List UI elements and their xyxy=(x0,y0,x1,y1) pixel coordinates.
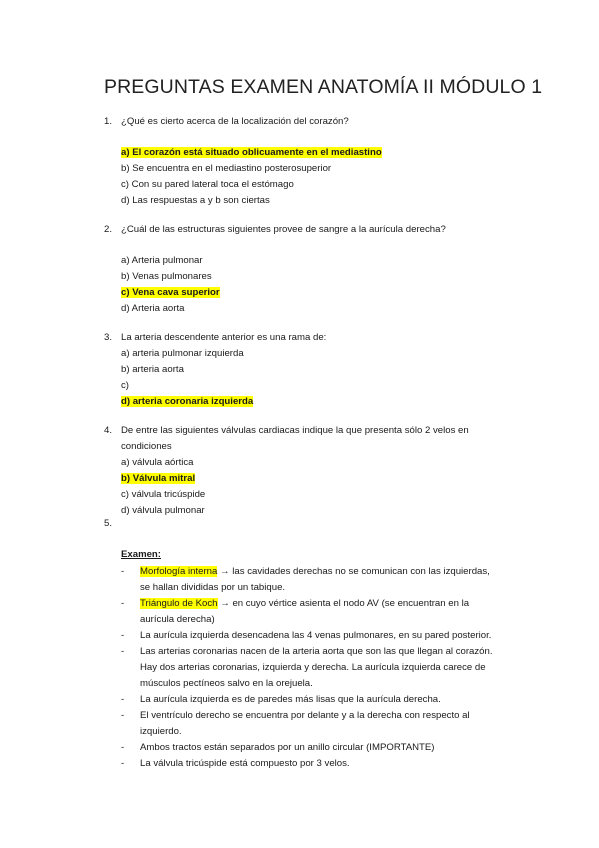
note-text: músculos pectíneos salvo en la orejuela. xyxy=(140,678,313,689)
note-text: izquierdo. xyxy=(140,726,182,737)
note-text: El ventrículo derecho se encuentra por delante y a la derecha con respecto al xyxy=(140,710,470,721)
document-title: PREGUNTAS EXAMEN ANATOMÍA II MÓDULO 1 xyxy=(104,76,543,98)
question-text: ¿Cuál de las estructuras siguientes provee de sangre a la aurícula derecha? xyxy=(121,224,446,235)
note-text: La aurícula izquierda es de paredes más lisas que la aurícula derecha. xyxy=(140,694,441,705)
option-correct: c) Vena cava superior xyxy=(121,287,220,298)
question-4-options xyxy=(121,455,521,519)
option: d) Arteria aorta xyxy=(121,303,185,314)
question-text-line-1: De entre las siguientes válvulas cardiacas indique la que presenta sólo 2 velos en xyxy=(121,425,469,436)
exam-heading: Examen: xyxy=(121,549,161,560)
note-text: Ambos tractos están separados por un anillo circular (IMPORTANTE) xyxy=(140,742,435,753)
question-text: La arteria descendente anterior es una rama de: xyxy=(121,332,327,343)
bullet-dash: - xyxy=(121,758,125,769)
option: a) Arteria pulmonar xyxy=(121,255,203,266)
question-number: 2. xyxy=(104,224,113,235)
note-text: Hay dos arterias coronarias, izquierda y derecha. La aurícula izquierda carece de xyxy=(140,662,486,673)
option: c) Con su pared lateral toca el estómago xyxy=(121,179,294,190)
option-correct: b) Válvula mitral xyxy=(121,473,196,484)
list-item xyxy=(121,692,521,708)
list-item xyxy=(121,644,521,692)
bullet-dash: - xyxy=(121,630,125,641)
bullet-dash: - xyxy=(121,598,125,609)
note-text: aurícula derecha) xyxy=(140,614,215,625)
highlighted-term: Morfología interna xyxy=(140,566,218,577)
option: a) válvula aórtica xyxy=(121,457,194,468)
bullet-dash: - xyxy=(121,742,125,753)
list-item xyxy=(121,596,521,628)
bullet-dash: - xyxy=(121,710,125,721)
note-text: en cuyo vértice asienta el nodo AV (se encuentran en la xyxy=(229,598,470,609)
question-number: 1. xyxy=(104,116,113,127)
highlighted-term: Triángulo de Koch xyxy=(140,598,218,609)
bullet-dash: - xyxy=(121,694,125,705)
question-1 xyxy=(104,114,524,130)
question-4 xyxy=(104,423,524,455)
option: c) xyxy=(121,380,129,391)
bullet-dash: - xyxy=(121,566,125,577)
option: c) válvula tricúspide xyxy=(121,489,206,500)
question-3 xyxy=(104,330,524,346)
list-item xyxy=(121,756,521,772)
arrow-right-icon: → xyxy=(220,598,230,609)
bullet-dash: - xyxy=(121,646,125,657)
option-correct: d) arteria coronaria izquierda xyxy=(121,396,254,407)
note-text: las cavidades derechas no se comunican con las izquierdas, xyxy=(229,566,490,577)
question-2-options xyxy=(121,253,521,317)
option: a) arteria pulmonar izquierda xyxy=(121,348,244,359)
option: b) Venas pulmonares xyxy=(121,271,212,282)
note-text: La aurícula izquierda desencadena las 4 venas pulmonares, en su pared posterior. xyxy=(140,630,492,641)
list-item xyxy=(121,628,521,644)
note-text: La válvula tricúspide está compuesto por 3 velos. xyxy=(140,758,350,769)
question-2 xyxy=(104,222,524,238)
question-3-options xyxy=(121,346,521,410)
question-number: 5. xyxy=(104,518,113,529)
question-1-options xyxy=(121,145,521,209)
exam-notes-list xyxy=(121,564,521,772)
list-item xyxy=(121,740,521,756)
list-item xyxy=(121,564,521,596)
question-text-line-2: condiciones xyxy=(121,441,172,452)
option: b) arteria aorta xyxy=(121,364,184,375)
question-number: 3. xyxy=(104,332,113,343)
note-text: se hallan divididas por un tabique. xyxy=(140,582,286,593)
option-correct: a) El corazón está situado oblicuamente en el mediastino xyxy=(121,147,382,158)
option: d) Las respuestas a y b son ciertas xyxy=(121,195,270,206)
list-item xyxy=(121,708,521,740)
option: d) válvula pulmonar xyxy=(121,505,205,516)
arrow-right-icon: → xyxy=(220,566,230,577)
question-text: ¿Qué es cierto acerca de la localización del corazón? xyxy=(121,116,349,127)
note-text: Las arterias coronarias nacen de la arteria aorta que son las que llegan al corazón. xyxy=(140,646,493,657)
question-number: 4. xyxy=(104,425,113,436)
option: b) Se encuentra en el mediastino posterosuperior xyxy=(121,163,332,174)
